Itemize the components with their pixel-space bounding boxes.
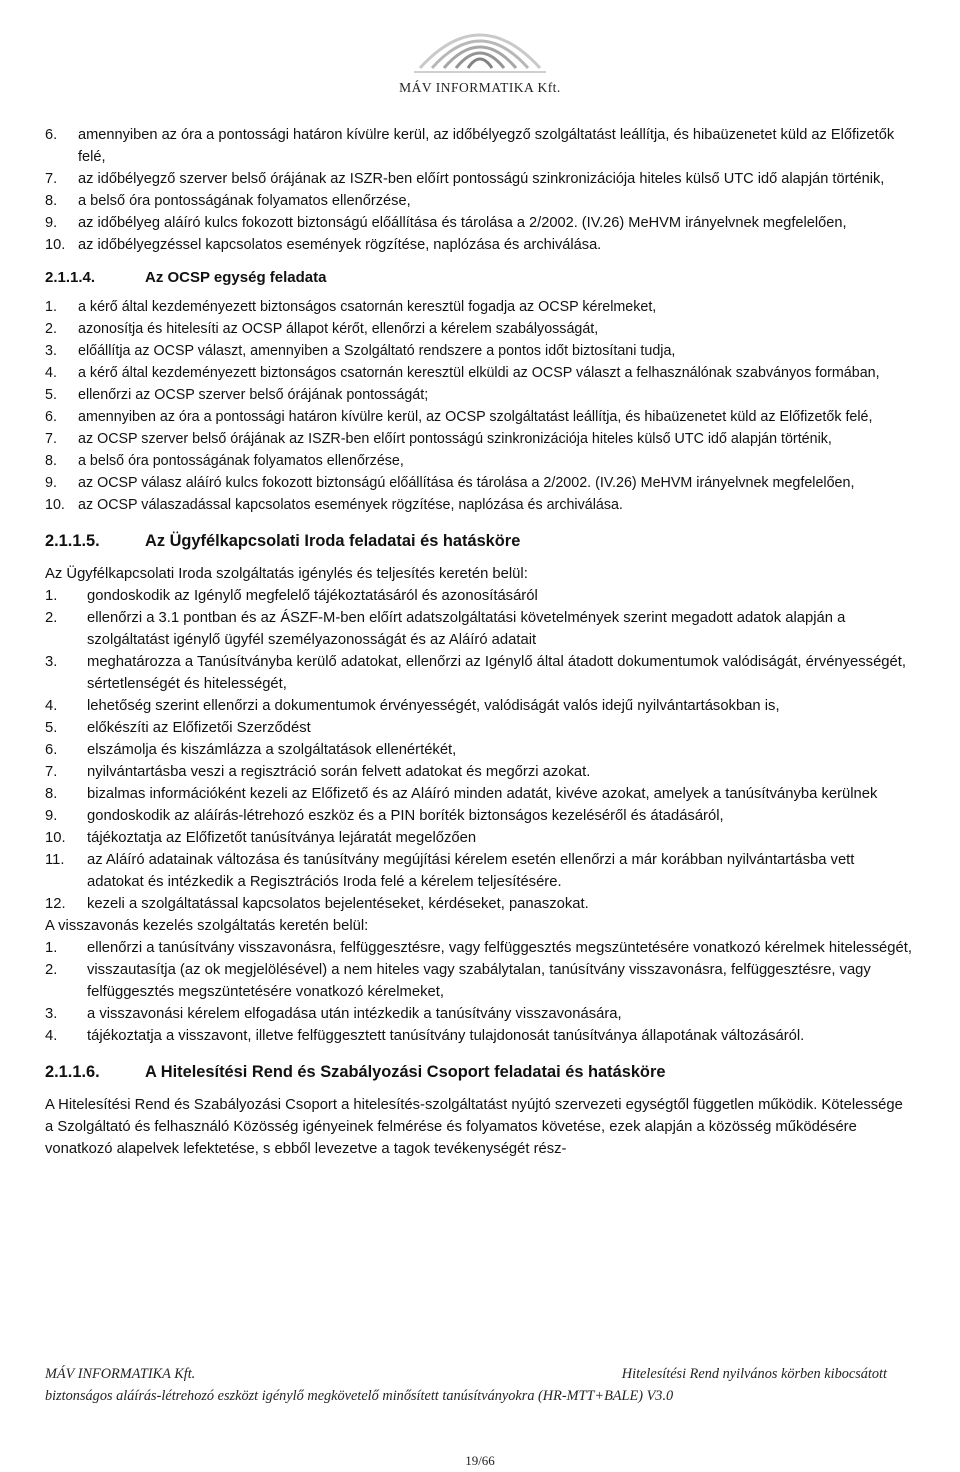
list-item-number: 8. [45,786,58,802]
list-item-text: a belső óra pontosságának folyamatos ellenőrzése, [78,193,411,209]
list-item [45,472,915,494]
footer-company: MÁV INFORMATIKA Kft. [45,1366,196,1382]
list-item-number: 12. [45,896,66,912]
list-item-text: amennyiben az óra a pontossági határon kívülre kerül, az OCSP szolgáltatást leállítja, és hibaüzenetet küld az Előfizetők felé, [78,409,873,425]
revocation-intro: A visszavonás kezelés szolgáltatás keretén belül: [45,918,369,934]
list-item [45,739,915,761]
list-item-text: kezeli a szolgáltatással kapcsolatos bejelentéseket, kérdéseket, panaszokat. [87,896,589,912]
list-item-text: azonosítja és hitelesíti az OCSP állapot kérőt, ellenőrzi a kérelem szabályosságát, [78,321,599,337]
list-item-number: 6. [45,409,57,425]
list-item [45,827,915,849]
list-item [45,428,915,450]
list-item [45,362,915,384]
list-item-text: az időbélyegzéssel kapcsolatos események rögzítése, naplózása és archiválása. [78,237,602,253]
list-item-text: visszautasítja (az ok megjelölésével) a nem hiteles vagy szabálytalan, tanúsítvány visszavonásra, felfüggesztésre, vagy felfüggesztés megszüntetésére vonatkozó kérelmeket, [87,962,871,1000]
list-item [45,717,915,739]
section-number: 2.1.1.4. [45,269,96,286]
list-item [45,893,915,915]
section-heading-rend [45,1060,915,1084]
list-item-text: gondoskodik az Igénylő megfelelő tájékoztatásáról és azonosításáról [87,588,538,604]
document-body [45,124,915,1160]
list-item-number: 10. [45,237,66,253]
list-item [45,849,915,893]
list-item-text: a kérő által kezdeményezett biztonságos csatornán keresztül elküldi az OCSP választ a felhasználónak szabványos formában, [78,365,880,381]
list-item [45,384,915,406]
list-item [45,212,915,234]
rend-paragraph: A Hitelesítési Rend és Szabályozási Csoport a hitelesítés-szolgáltatást nyújtó szervezeti egységtől független működik. Kötelessége a Szolgáltató és felhasználó Közösség igényeinek felmérése és folyamatos követése, ezek alapján a közösség működésére vonatkozó alapelvek lefektetése, s ebből levezetve a tagok tevékenységét rész- [45,1097,903,1157]
list-item-text: az időbélyegző szerver belső órájának az ISZR-ben előírt pontosságú szinkronizációja hiteles külső UTC idő alapján történik, [78,171,885,187]
list-item-text: előállítja az OCSP választ, amennyiben a Szolgáltató rendszere a pontos időt biztosítani tudja, [78,343,676,359]
list-item [45,124,915,168]
logo-emblem-icon [410,6,550,80]
list-item-number: 8. [45,453,57,469]
list-item-text: az Aláíró adatainak változása és tanúsítvány megújítási kérelem esetén ellenőrzi a már korábban nyilvántartásba vett adatokat és intézkedik a Regisztrációs Iroda felé a kérelem teljesítésére. [87,852,855,890]
list-item-text: az OCSP válaszadással kapcsolatos események rögzítése, naplózása és archiválása. [78,497,623,513]
list-revocation [45,937,915,1047]
list-item [45,783,915,805]
footer-line-2: biztonságos aláírás-létrehozó eszközt igénylő megkövetelő minősített tanúsítványokra (HR-MTT+BALE) V3.0 [45,1388,674,1404]
company-logo [340,6,620,98]
list-item [45,406,915,428]
list-item-text: tájékoztatja az Előfizetőt tanúsítványa lejáratát megelőzően [87,830,477,846]
list-item [45,494,915,516]
section-heading-ocsp [45,266,915,290]
list-item-text: ellenőrzi a tanúsítvány visszavonásra, felfüggesztésre, vagy felfüggesztés megszüntetésére vonatkozó kérelmek hitelességét, [87,940,912,956]
list-item-number: 9. [45,475,57,491]
list-item [45,1003,915,1025]
list-item-text: előkészíti az Előfizetői Szerződést [87,720,311,736]
list-item-text: gondoskodik az aláírás-létrehozó eszköz és a PIN boríték biztonságos kezeléséről és átadásáról, [87,808,724,824]
section-heading-iroda [45,529,915,553]
list-item-number: 2. [45,610,58,626]
list-item-number: 9. [45,215,58,231]
list-item-text: amennyiben az óra a pontossági határon kívülre kerül, az időbélyegző szolgáltatást leállítja, és hibaüzenetet küld az Előfizetők felé, [78,127,895,165]
list-item-number: 5. [45,387,57,403]
list-item [45,318,915,340]
list-item-number: 4. [45,365,57,381]
section-number: 2.1.1.6. [45,1063,100,1081]
list-item-number: 3. [45,654,58,670]
list-item-text: elszámolja és kiszámlázza a szolgáltatások ellenértékét, [87,742,457,758]
list-item [45,168,915,190]
list-item-number: 3. [45,1006,58,1022]
list-item-number: 7. [45,171,58,187]
list-item [45,651,915,695]
list-item-text: az időbélyeg aláíró kulcs fokozott biztonságú előállítása és tárolása a 2/2002. (IV.26) MeHVM irányelvnek megfelelően, [78,215,847,231]
list-item-text: az OCSP szerver belső órájának az ISZR-ben előírt pontosságú szinkronizációja hiteles külső UTC idő alapján történik, [78,431,832,447]
list-iroda [45,585,915,915]
list-item [45,340,915,362]
list-item [45,234,915,256]
list-item-text: lehetőség szerint ellenőrzi a dokumentumok érvényességét, valódiságát valós idejű nyilvántartásokban is, [87,698,780,714]
list-item-text: nyilvántartásba veszi a regisztráció során felvett adatokat és megőrzi azokat. [87,764,591,780]
logo-text: MÁV INFORMATIKA Kft. [399,80,561,95]
list-item-number: 6. [45,127,58,143]
list-item-number: 2. [45,321,57,337]
list-item-text: a belső óra pontosságának folyamatos ellenőrzése, [78,453,404,469]
list-item-number: 3. [45,343,57,359]
list-item-text: meghatározza a Tanúsítványba kerülő adatokat, ellenőrzi az Igénylő által átadott dokumentumok valódiságát, érvényességét, sértetlenségét és hitelességét, [87,654,906,692]
list-item [45,805,915,827]
list-item-number: 1. [45,940,58,956]
list-item-number: 2. [45,962,58,978]
list-top [45,124,915,256]
list-item [45,190,915,212]
iroda-intro: Az Ügyfélkapcsolati Iroda szolgáltatás igénylés és teljesítés keretén belül: [45,566,528,582]
list-item-text: bizalmas információként kezeli az Előfizető és az Aláíró minden adatát, kivéve azokat, amelyek a tanúsítványba kerülnek [87,786,878,802]
list-item-number: 6. [45,742,58,758]
list-item [45,296,915,318]
list-item-text: a kérő által kezdeményezett biztonságos csatornán keresztül fogadja az OCSP kérelmeket, [78,299,657,315]
list-item-number: 4. [45,698,58,714]
list-item-text: ellenőrzi a 3.1 pontban és az ÁSZF-M-ben előírt adatszolgáltatási követelmények szerint megadott adatok alapján a szolgáltatást igénylő ügyfél személyazonosságát és az Aláíró adatait [87,610,846,648]
list-item-number: 4. [45,1028,58,1044]
list-item-number: 7. [45,431,57,447]
section-title: A Hitelesítési Rend és Szabályozási Csoport feladatai és hatásköre [145,1063,666,1081]
section-title: Az Ügyfélkapcsolati Iroda feladatai és hatásköre [145,532,521,550]
list-ocsp [45,296,915,516]
list-item [45,607,915,651]
footer-doc-title: Hitelesítési Rend nyilvános körben kibocsátott [621,1366,887,1382]
list-item-text: ellenőrzi az OCSP szerver belső órájának pontosságát; [78,387,429,403]
list-item-number: 10. [45,830,66,846]
section-title: Az OCSP egység feladata [145,269,327,286]
page-number: 19/66 [465,1453,495,1468]
list-item-number: 1. [45,299,57,315]
section-number: 2.1.1.5. [45,532,100,550]
list-item-number: 9. [45,808,58,824]
footer-line-1 [45,1366,915,1383]
list-item-number: 8. [45,193,58,209]
list-item-text: a visszavonási kérelem elfogadása után intézkedik a tanúsítvány visszavonására, [87,1006,622,1022]
list-item [45,959,915,1003]
list-item [45,585,915,607]
list-item [45,695,915,717]
list-item-number: 11. [45,852,65,868]
list-item [45,450,915,472]
list-item [45,761,915,783]
list-item-text: az OCSP válasz aláíró kulcs fokozott biztonságú előállítása és tárolása a 2/2002. (IV.26) MeHVM irányelvnek megfelelően, [78,475,855,491]
list-item-number: 10. [45,497,65,513]
list-item-number: 7. [45,764,58,780]
list-item [45,1025,915,1047]
list-item-number: 1. [45,588,58,604]
list-item-number: 5. [45,720,58,736]
list-item-text: tájékoztatja a visszavont, illetve felfüggesztett tanúsítvány tulajdonosát tanúsítványa állapotának változásáról. [87,1028,805,1044]
list-item [45,937,915,959]
